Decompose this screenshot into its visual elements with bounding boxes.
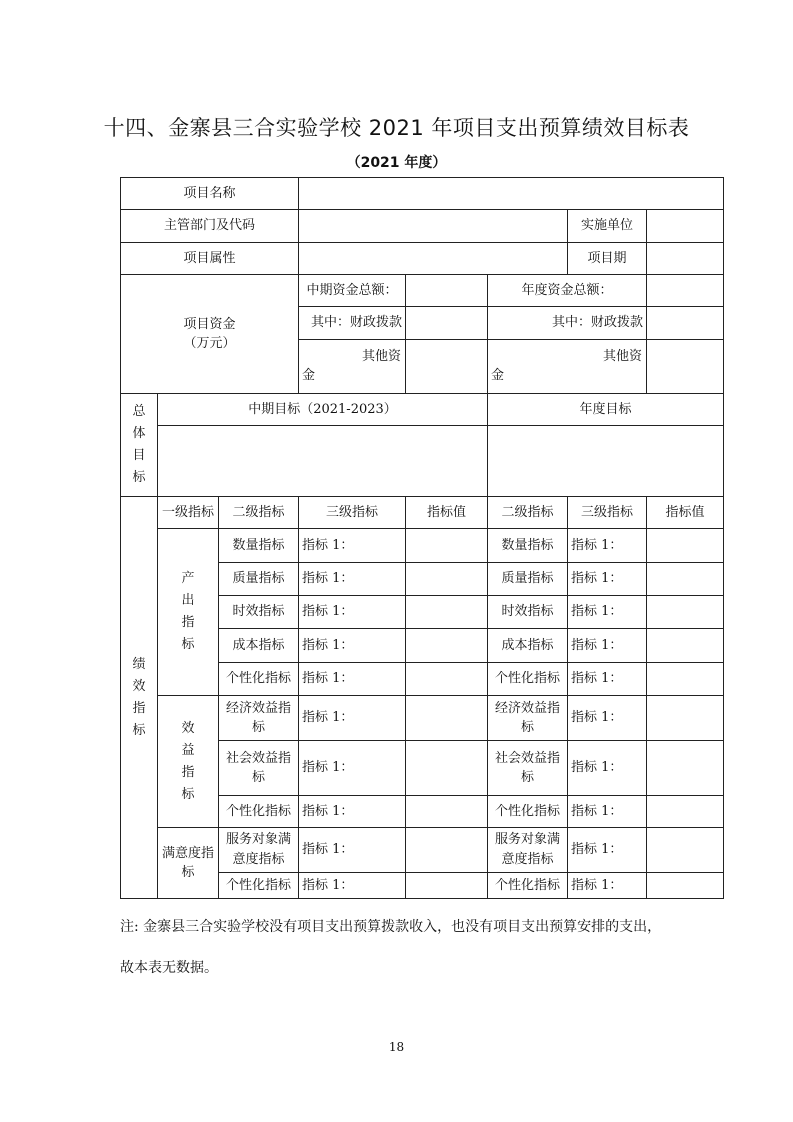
value-cell [406,529,488,562]
group-benefit-label: 效益指标 [181,720,195,802]
period-value [647,242,724,274]
level2-cell: 个性化指标 [219,872,299,898]
project-name-value [299,178,724,210]
mid-goal-value [158,426,488,497]
funds-label: 项目资金 [183,316,236,332]
header-level3: 三级指标 [299,497,406,529]
annual-goal-label: 年度目标 [488,394,724,426]
page-number: 18 [388,1040,405,1054]
value-cell-annual [647,741,724,796]
level2-cell: 个性化指标 [219,795,299,827]
level3-cell-annual: 指标 1： [568,562,647,595]
level2-cell: 服务对象满意度指标 [219,828,299,872]
mid-other-label [299,339,406,394]
table-note: 注: 金寨县三合实验学校没有项目支出预算拨款收入，也没有项目支出预算安排的支出， [120,919,662,935]
annual-other-label-a: 其他资 [602,348,642,364]
level2-cell-annual: 成本指标 [488,629,568,662]
period-label: 项目期 [568,242,647,274]
group-benefit-cell [158,695,219,827]
level3-cell: 指标 1： [299,562,406,595]
level2-cell-annual: 个性化指标 [488,662,568,695]
level2-cell: 质量指标 [219,562,299,595]
annual-total-label: 年度资金总额： [488,274,647,306]
level3-cell: 指标 1： [299,795,406,827]
mid-total-label: 中期资金总额： [299,274,406,306]
mid-other-value [406,339,488,394]
annual-fiscal-value [647,307,724,339]
row-attribute [121,242,724,274]
header-level3-annual: 三级指标 [568,497,647,529]
level2-cell-annual: 经济效益指标 [488,695,568,740]
level2-cell: 社会效益指标 [219,741,299,796]
level3-cell: 指标 1： [299,828,406,872]
level2-cell: 经济效益指标 [219,695,299,740]
overall-goal-label-cell [121,394,158,497]
group-output-cell [158,529,219,696]
indicator-row [121,529,724,562]
level2-cell: 个性化指标 [219,662,299,695]
value-cell [406,662,488,695]
value-cell-annual [647,872,724,898]
annual-fiscal-label: 其中：财政拨款 [488,307,647,339]
perf-indicators-label-cell [121,497,158,899]
row-department [121,210,724,242]
annual-goal-value [488,426,724,497]
level2-cell-annual: 社会效益指标 [488,741,568,796]
value-cell [406,562,488,595]
mid-fiscal-value [406,307,488,339]
department-label: 主管部门及代码 [121,210,299,242]
value-cell [406,596,488,629]
level3-cell: 指标 1： [299,629,406,662]
annual-total-value [647,274,724,306]
value-cell [406,695,488,740]
page-title: 十四、金寨县三合实验学校 2021 年项目支出预算绩效目标表 [103,116,690,140]
value-cell-annual [647,695,724,740]
level2-cell-annual: 服务对象满意度指标 [488,828,568,872]
row-goal-values [121,426,724,497]
header-value-annual: 指标值 [647,497,724,529]
value-cell-annual [647,629,724,662]
level2-cell-annual: 个性化指标 [488,872,568,898]
row-indicator-headers [121,497,724,529]
mid-total-value [406,274,488,306]
funds-label-cell [121,274,299,393]
row-funds-total [121,274,724,306]
value-cell-annual [647,828,724,872]
annual-other-value [647,339,724,394]
header-level2-annual: 二级指标 [488,497,568,529]
level3-cell-annual: 指标 1： [568,662,647,695]
implementer-value [647,210,724,242]
page-subtitle: （2021 年度） [346,155,447,171]
perf-indicators-label: 绩效指标 [132,656,146,738]
row-project-name [121,178,724,210]
value-cell-annual [647,795,724,827]
department-value [299,210,568,242]
mid-fiscal-label: 其中：财政拨款 [299,307,406,339]
indicator-row [121,828,724,872]
attribute-label: 项目属性 [121,242,299,274]
level3-cell-annual: 指标 1： [568,629,647,662]
attribute-value [299,242,568,274]
level3-cell-annual: 指标 1： [568,529,647,562]
value-cell-annual [647,662,724,695]
value-cell [406,629,488,662]
level2-cell: 成本指标 [219,629,299,662]
level3-cell-annual: 指标 1： [568,795,647,827]
value-cell [406,828,488,872]
mid-goal-label: 中期目标（2021-2023） [158,394,488,426]
overall-goal-label: 总体目标 [132,404,146,486]
level3-cell: 指标 1： [299,596,406,629]
group-satisfaction-cell [158,828,219,899]
level3-cell-annual: 指标 1： [568,828,647,872]
funds-unit-label: （万元） [183,336,236,351]
level2-cell: 时效指标 [219,596,299,629]
level3-cell-annual: 指标 1： [568,695,647,740]
value-cell-annual [647,562,724,595]
level2-cell: 数量指标 [219,529,299,562]
group-output-label: 产出指标 [181,571,195,653]
level3-cell: 指标 1： [299,872,406,898]
level3-cell: 指标 1： [299,529,406,562]
value-cell [406,741,488,796]
table-note-continued: 故本表无数据。 [120,960,218,976]
header-value: 指标值 [406,497,488,529]
level3-cell-annual: 指标 1： [568,872,647,898]
value-cell [406,795,488,827]
level2-cell-annual: 数量指标 [488,529,568,562]
level3-cell: 指标 1： [299,695,406,740]
value-cell-annual [647,529,724,562]
level3-cell-annual: 指标 1： [568,741,647,796]
project-name-label: 项目名称 [121,178,299,210]
level2-cell-annual: 时效指标 [488,596,568,629]
level2-cell-annual: 质量指标 [488,562,568,595]
mid-other-label-b: 金 [302,368,316,384]
performance-target-table [120,177,724,899]
level3-cell: 指标 1： [299,662,406,695]
group-satisfaction-label: 满意度指标 [161,845,214,881]
level3-cell-annual: 指标 1： [568,596,647,629]
mid-other-label-a: 其他资 [361,348,401,364]
implementer-label: 实施单位 [568,210,647,242]
row-goal-headers [121,394,724,426]
annual-other-label-b: 金 [491,368,505,384]
value-cell [406,872,488,898]
header-level2: 二级指标 [219,497,299,529]
level3-cell: 指标 1： [299,741,406,796]
level2-cell-annual: 个性化指标 [488,795,568,827]
indicator-row [121,695,724,740]
header-level1: 一级指标 [158,497,219,529]
annual-other-label [488,339,647,394]
value-cell-annual [647,596,724,629]
